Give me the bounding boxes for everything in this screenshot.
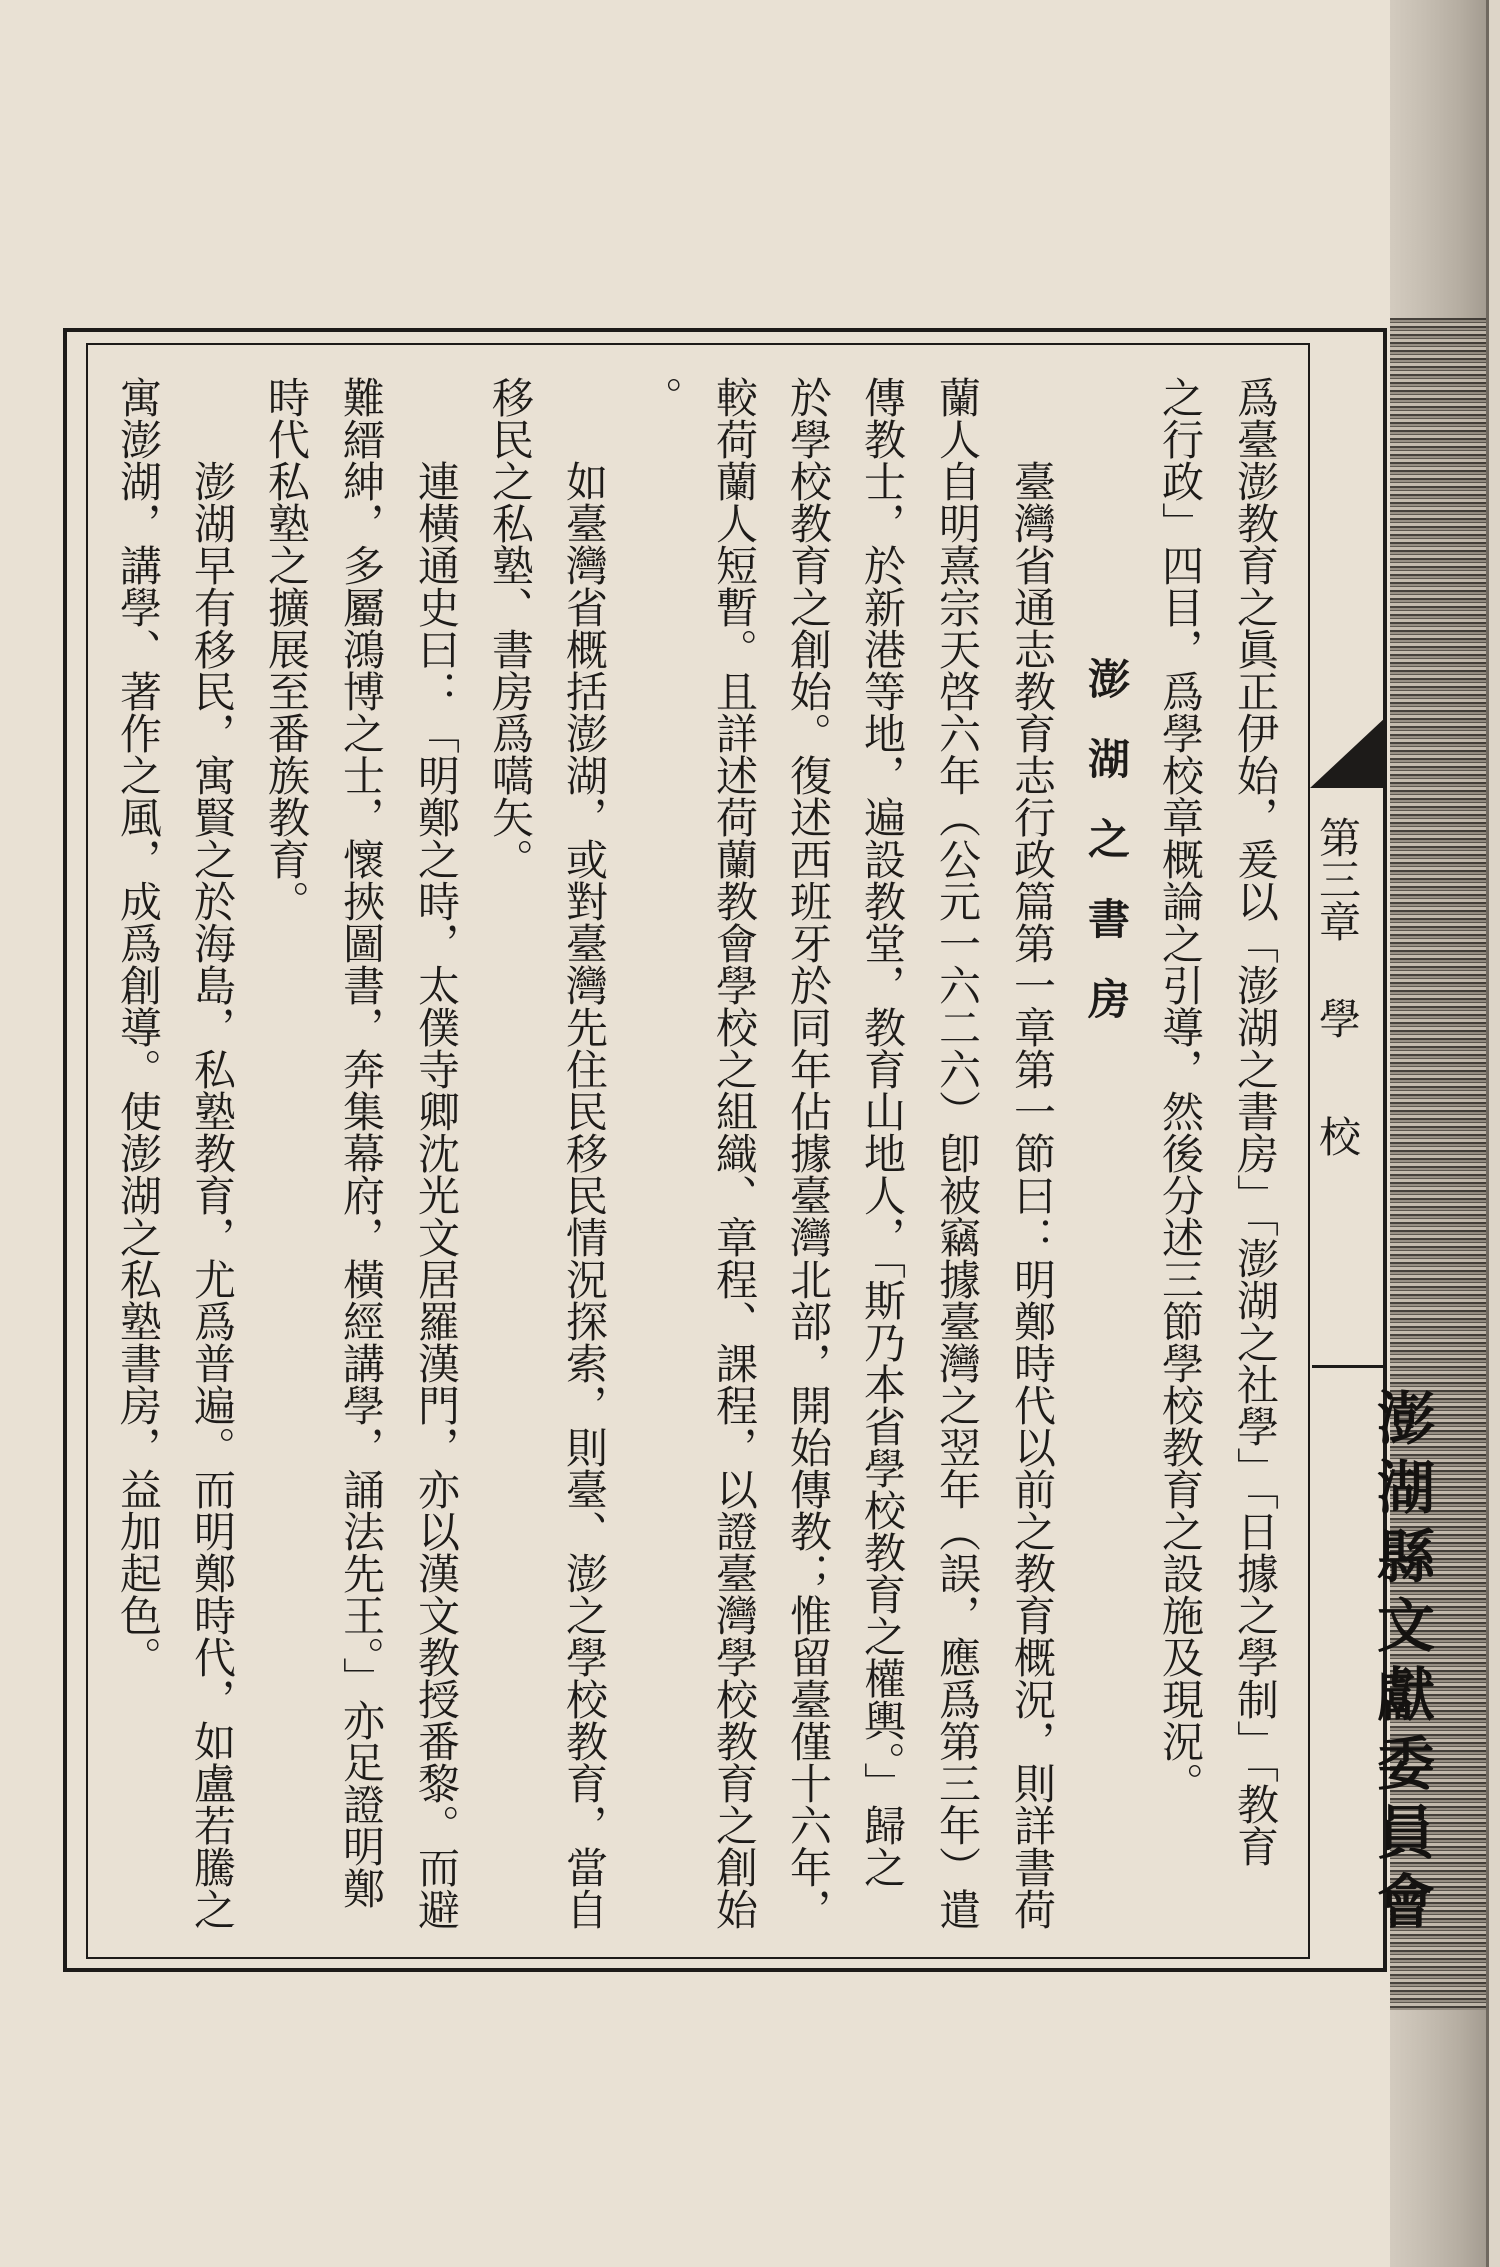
text-column: 連橫通史曰：「明鄭之時，太僕寺卿沈光文居羅漢門，亦以漢文教授番黎。而避 bbox=[412, 460, 461, 1930]
running-head-rule bbox=[1312, 1365, 1387, 1368]
text-column: 。 bbox=[635, 376, 684, 418]
text-column: 寓澎湖，講學、著作之風，成爲創導。使澎湖之私塾書房，益加起色。 bbox=[114, 376, 163, 1678]
marker-triangle bbox=[1310, 716, 1387, 788]
text-column: 移民之私塾、書房爲嚆矢。 bbox=[486, 376, 535, 880]
text-column: 之行政」四目，爲學校章概論之引導，然後分述三節學校教育之設施及現況。 bbox=[1156, 376, 1205, 1804]
text-column: 難縉紳，多屬鴻博之士，懷挾圖書，奔集幕府，橫經講學，誦法先王。」亦足證明鄭 bbox=[337, 376, 386, 1909]
section-heading: 澎湖之書房 bbox=[1082, 657, 1131, 1057]
text-column: 如臺灣省概括澎湖，或對臺灣先住民移民情況探索，則臺、澎之學校教育，當自 bbox=[560, 460, 609, 1930]
outer-margin bbox=[1489, 0, 1500, 2267]
section-marker bbox=[1310, 712, 1387, 790]
text-column: 較荷蘭人短暫。且詳述荷蘭教會學校之組織、章程、課程，以證臺灣學校教育之創始 bbox=[710, 376, 759, 1930]
text-column: 於學校教育之創始。復述西班牙於同年佔據臺灣北部，開始傳教；惟留臺僅十六年， bbox=[784, 376, 833, 1930]
text-column: 臺灣省通志教育志行政篇第一章第一節曰：明鄭時代以前之教育概況，則詳書荷 bbox=[1008, 460, 1057, 1930]
running-head-title: 學校 bbox=[1313, 997, 1362, 1233]
text-column: 澎湖早有移民，寓賢之於海島，私塾教育，尤爲普遍。而明鄭時代，如盧若騰之 bbox=[188, 460, 237, 1930]
text-column: 傳教士，於新港等地，遍設教堂，教育山地人，「斯乃本省學校教育之權輿。」歸之 bbox=[858, 376, 907, 1888]
running-head-chapter: 第三章 bbox=[1313, 816, 1362, 942]
publisher-mark: 澎湖縣文獻委員會 bbox=[1367, 1388, 1435, 1940]
text-column: 蘭人自明熹宗天啓六年（公元一六二六）卽被竊據臺灣之翌年（誤，應爲第三年）遣 bbox=[933, 376, 982, 1930]
text-column: 時代私塾之擴展至番族教育。 bbox=[262, 376, 311, 922]
text-column: 爲臺澎教育之眞正伊始，爰以「澎湖之書房」「澎湖之社學」「日據之學制」「教育 bbox=[1231, 376, 1280, 1867]
